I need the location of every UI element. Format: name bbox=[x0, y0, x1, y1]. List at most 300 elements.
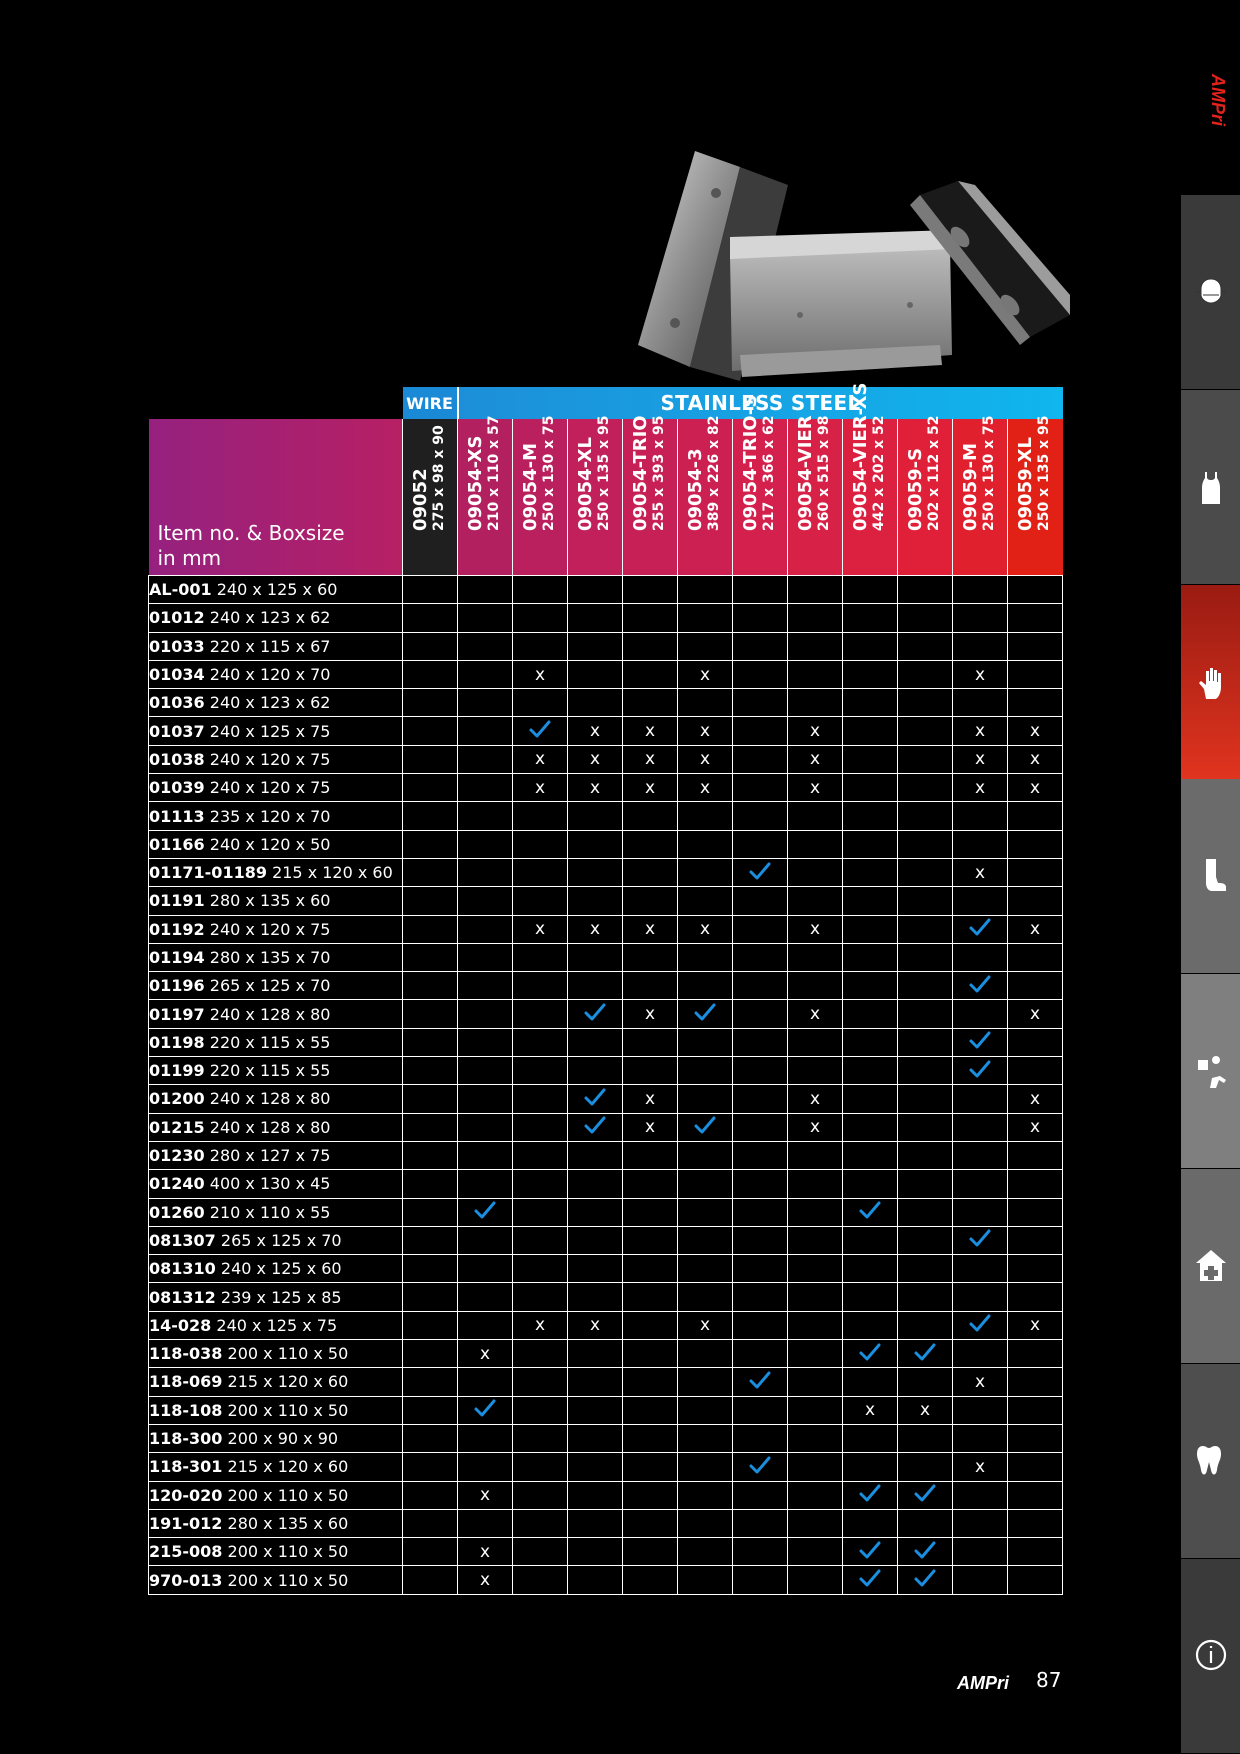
column-header-09054-3 bbox=[678, 415, 733, 576]
column-header-09059-m bbox=[953, 415, 1008, 576]
compat-cell bbox=[458, 576, 513, 604]
item-cell bbox=[149, 1424, 403, 1452]
item-code: 01166 bbox=[149, 834, 205, 854]
column-header-09054-vier-xs bbox=[843, 382, 898, 576]
compat-cell bbox=[1008, 858, 1063, 886]
compat-cell bbox=[1008, 1028, 1063, 1056]
item-code: 118-108 bbox=[149, 1400, 223, 1420]
compat-cell bbox=[678, 1424, 733, 1452]
compat-cell bbox=[403, 745, 458, 773]
compat-cell bbox=[788, 1311, 843, 1339]
compat-cell bbox=[1008, 943, 1063, 971]
compat-cell bbox=[843, 1198, 898, 1226]
item-size: 280 x 135 x 70 bbox=[209, 948, 331, 967]
compat-cell bbox=[898, 1368, 953, 1396]
compat-cell bbox=[513, 1538, 568, 1566]
check-icon bbox=[749, 1456, 771, 1474]
column-size: 217 x 366 x 62 bbox=[761, 415, 777, 531]
item-code: 191-012 bbox=[149, 1513, 223, 1533]
check-icon bbox=[914, 1569, 936, 1587]
compat-cell bbox=[953, 858, 1008, 886]
compat-cell bbox=[953, 745, 1008, 773]
cross-mark: x bbox=[644, 777, 656, 798]
compat-cell bbox=[733, 1453, 788, 1481]
compat-cell bbox=[568, 1198, 623, 1226]
compat-cell bbox=[403, 1566, 458, 1594]
compat-cell bbox=[898, 802, 953, 830]
compat-cell bbox=[788, 943, 843, 971]
compat-cell bbox=[788, 1368, 843, 1396]
item-code: 01039 bbox=[149, 778, 205, 798]
cross-mark: x bbox=[809, 721, 821, 742]
table-row bbox=[149, 858, 1063, 886]
compat-cell bbox=[733, 915, 788, 943]
item-code: 120-020 bbox=[149, 1485, 223, 1505]
compat-cell bbox=[458, 1566, 513, 1594]
compat-cell bbox=[678, 1453, 733, 1481]
item-code: 01012 bbox=[149, 608, 205, 628]
compat-cell bbox=[733, 802, 788, 830]
compat-cell bbox=[953, 915, 1008, 943]
compat-cell bbox=[458, 943, 513, 971]
compat-cell bbox=[788, 1453, 843, 1481]
column-code: 09059-S bbox=[905, 447, 926, 531]
compat-cell bbox=[788, 915, 843, 943]
compat-cell bbox=[788, 1028, 843, 1056]
compat-cell bbox=[733, 887, 788, 915]
tooth-icon bbox=[1194, 1441, 1228, 1481]
table-row bbox=[149, 717, 1063, 745]
item-size: 235 x 120 x 70 bbox=[209, 806, 331, 826]
table-row bbox=[149, 1000, 1063, 1028]
compat-cell bbox=[953, 943, 1008, 971]
item-header-line1: Item no. & Boxsize bbox=[157, 521, 345, 545]
compat-cell bbox=[843, 858, 898, 886]
compat-cell bbox=[568, 1311, 623, 1339]
check-icon bbox=[969, 918, 991, 936]
table-row bbox=[149, 632, 1063, 660]
compat-cell bbox=[788, 745, 843, 773]
cross-mark: x bbox=[919, 1400, 931, 1421]
item-size: 239 x 125 x 85 bbox=[220, 1287, 342, 1307]
compat-cell bbox=[678, 576, 733, 604]
table-row bbox=[149, 745, 1063, 773]
compat-cell bbox=[733, 1085, 788, 1113]
compat-cell bbox=[788, 972, 843, 1000]
compat-cell bbox=[898, 1000, 953, 1028]
item-code: 01171-01189 bbox=[149, 863, 267, 883]
compat-cell bbox=[678, 1509, 733, 1537]
compat-cell bbox=[1008, 1453, 1063, 1481]
side-tab-info[interactable] bbox=[1181, 1559, 1240, 1753]
item-cell bbox=[149, 972, 403, 1000]
compat-cell bbox=[953, 774, 1008, 802]
compat-cell bbox=[458, 1396, 513, 1424]
item-cell bbox=[149, 632, 403, 660]
compat-cell bbox=[678, 1226, 733, 1254]
cross-mark: x bbox=[589, 1315, 601, 1336]
cross-mark: x bbox=[699, 1315, 711, 1336]
compat-cell bbox=[1008, 830, 1063, 858]
compat-cell bbox=[1008, 1424, 1063, 1452]
compat-cell bbox=[568, 943, 623, 971]
check-icon bbox=[914, 1343, 936, 1361]
compat-cell bbox=[733, 1424, 788, 1452]
compat-cell bbox=[733, 1000, 788, 1028]
compat-cell bbox=[568, 1538, 623, 1566]
cross-mark: x bbox=[644, 919, 656, 940]
compat-cell bbox=[733, 1226, 788, 1254]
compat-cell bbox=[843, 1283, 898, 1311]
compat-cell bbox=[953, 1481, 1008, 1509]
side-tab-home-care[interactable] bbox=[1181, 1169, 1240, 1363]
compat-cell bbox=[898, 1424, 953, 1452]
compat-cell bbox=[623, 1057, 678, 1085]
compat-cell bbox=[953, 1396, 1008, 1424]
compat-cell bbox=[898, 943, 953, 971]
item-code: 01192 bbox=[149, 919, 205, 939]
item-cell bbox=[149, 1141, 403, 1169]
compat-cell bbox=[1008, 887, 1063, 915]
compat-cell bbox=[788, 1057, 843, 1085]
item-cell bbox=[149, 689, 403, 717]
compat-cell bbox=[733, 1057, 788, 1085]
compat-cell bbox=[953, 576, 1008, 604]
table-row bbox=[149, 1566, 1063, 1594]
table-row bbox=[149, 972, 1063, 1000]
compat-cell bbox=[623, 1283, 678, 1311]
column-size: 442 x 202 x 52 bbox=[871, 415, 887, 531]
compat-cell bbox=[403, 1424, 458, 1452]
compat-cell bbox=[898, 1113, 953, 1141]
table-row bbox=[149, 1311, 1063, 1339]
compat-cell bbox=[843, 1170, 898, 1198]
compat-cell bbox=[623, 1368, 678, 1396]
compat-cell bbox=[513, 1000, 568, 1028]
cross-mark: x bbox=[534, 749, 546, 770]
compat-cell bbox=[623, 660, 678, 688]
compat-cell bbox=[898, 1198, 953, 1226]
compat-cell bbox=[1008, 632, 1063, 660]
item-cell bbox=[149, 830, 403, 858]
cross-mark: x bbox=[1029, 1117, 1041, 1138]
compat-cell bbox=[403, 1028, 458, 1056]
item-code: 01260 bbox=[149, 1202, 205, 1222]
compat-cell bbox=[623, 887, 678, 915]
item-cell bbox=[149, 1000, 403, 1028]
check-icon bbox=[969, 975, 991, 993]
compat-cell bbox=[458, 1226, 513, 1254]
item-cell bbox=[149, 1509, 403, 1537]
cross-mark: x bbox=[809, 777, 821, 798]
item-size: 200 x 90 x 90 bbox=[227, 1429, 339, 1449]
compat-cell bbox=[788, 1396, 843, 1424]
compat-cell bbox=[403, 887, 458, 915]
table-row bbox=[149, 1170, 1063, 1198]
side-tab-boot[interactable] bbox=[1181, 779, 1240, 973]
cross-mark: x bbox=[699, 919, 711, 940]
compat-cell bbox=[733, 1311, 788, 1339]
item-size: 220 x 115 x 67 bbox=[209, 636, 331, 656]
compat-cell bbox=[843, 1396, 898, 1424]
compat-cell bbox=[843, 1453, 898, 1481]
compat-cell bbox=[458, 1311, 513, 1339]
compat-cell bbox=[1008, 1085, 1063, 1113]
compat-cell bbox=[843, 915, 898, 943]
cross-mark: x bbox=[974, 721, 986, 742]
compat-cell bbox=[898, 774, 953, 802]
compat-cell bbox=[1008, 1000, 1063, 1028]
compat-cell bbox=[843, 632, 898, 660]
table-row bbox=[149, 1340, 1063, 1368]
check-icon bbox=[969, 1031, 991, 1049]
compat-cell bbox=[953, 830, 1008, 858]
item-code: 118-300 bbox=[149, 1429, 223, 1449]
compat-cell bbox=[843, 1538, 898, 1566]
compat-cell bbox=[568, 1000, 623, 1028]
compat-cell bbox=[513, 660, 568, 688]
compat-cell bbox=[953, 1226, 1008, 1254]
compat-cell bbox=[953, 1198, 1008, 1226]
table-row bbox=[149, 1113, 1063, 1141]
compat-cell bbox=[568, 1481, 623, 1509]
compat-cell bbox=[568, 1283, 623, 1311]
item-size: 200 x 110 x 50 bbox=[227, 1344, 349, 1364]
compat-cell bbox=[843, 972, 898, 1000]
table-row bbox=[149, 1198, 1063, 1226]
compat-cell bbox=[458, 660, 513, 688]
cross-mark: x bbox=[1029, 1004, 1041, 1025]
item-code: 01215 bbox=[149, 1117, 205, 1137]
cross-mark: x bbox=[974, 1456, 986, 1477]
compat-cell bbox=[513, 972, 568, 1000]
compat-cell bbox=[513, 717, 568, 745]
check-icon bbox=[749, 862, 771, 880]
column-header-09059-s bbox=[898, 415, 953, 576]
compat-cell bbox=[458, 887, 513, 915]
compat-cell bbox=[403, 1226, 458, 1254]
compat-cell bbox=[843, 576, 898, 604]
compat-cell bbox=[733, 604, 788, 632]
compat-cell bbox=[568, 1255, 623, 1283]
item-code: 081312 bbox=[149, 1287, 216, 1307]
compat-cell bbox=[623, 830, 678, 858]
compat-cell bbox=[898, 1226, 953, 1254]
compat-cell bbox=[788, 1255, 843, 1283]
column-code: 09059-XL bbox=[1015, 437, 1037, 531]
table-row bbox=[149, 1481, 1063, 1509]
cross-mark: x bbox=[479, 1541, 491, 1562]
compat-cell bbox=[678, 689, 733, 717]
compat-cell bbox=[733, 660, 788, 688]
item-cell bbox=[149, 1368, 403, 1396]
compat-cell bbox=[1008, 1340, 1063, 1368]
compat-cell bbox=[403, 858, 458, 886]
compat-cell bbox=[953, 717, 1008, 745]
compat-cell bbox=[678, 1113, 733, 1141]
check-icon bbox=[474, 1399, 496, 1417]
item-cell bbox=[149, 576, 403, 604]
compat-cell bbox=[513, 604, 568, 632]
cross-mark: x bbox=[1029, 777, 1041, 798]
compat-cell bbox=[953, 1000, 1008, 1028]
item-cell bbox=[149, 858, 403, 886]
compat-cell bbox=[843, 1311, 898, 1339]
compat-cell bbox=[403, 1085, 458, 1113]
cross-mark: x bbox=[1029, 1315, 1041, 1336]
compat-cell bbox=[843, 1028, 898, 1056]
compat-cell bbox=[623, 1085, 678, 1113]
column-header-09054-m bbox=[513, 415, 568, 576]
check-icon bbox=[969, 1229, 991, 1247]
table-row bbox=[149, 830, 1063, 858]
item-code: 118-301 bbox=[149, 1457, 223, 1477]
compat-cell bbox=[733, 943, 788, 971]
item-cell bbox=[149, 660, 403, 688]
table-row bbox=[149, 1226, 1063, 1254]
cross-mark: x bbox=[809, 919, 821, 940]
item-size: 240 x 128 x 80 bbox=[209, 1004, 331, 1024]
compat-cell bbox=[788, 717, 843, 745]
compat-cell bbox=[788, 689, 843, 717]
column-size: 255 x 393 x 95 bbox=[651, 415, 667, 531]
column-size: 202 x 112 x 52 bbox=[926, 415, 942, 531]
compat-cell bbox=[568, 1453, 623, 1481]
item-code: 118-038 bbox=[149, 1344, 223, 1364]
compat-cell bbox=[568, 858, 623, 886]
compat-cell bbox=[953, 1255, 1008, 1283]
compat-cell bbox=[568, 1368, 623, 1396]
compat-cell bbox=[843, 1509, 898, 1537]
compat-cell bbox=[403, 604, 458, 632]
compat-cell bbox=[843, 1141, 898, 1169]
compat-cell bbox=[788, 1424, 843, 1452]
compat-cell bbox=[623, 1481, 678, 1509]
compat-cell bbox=[623, 774, 678, 802]
item-header-line2: in mm bbox=[157, 546, 222, 570]
compat-cell bbox=[623, 1311, 678, 1339]
compat-cell bbox=[623, 1113, 678, 1141]
compat-cell bbox=[403, 1113, 458, 1141]
side-tab-face-mask[interactable] bbox=[1181, 195, 1240, 389]
compat-cell bbox=[1008, 1509, 1063, 1537]
compat-cell bbox=[788, 1198, 843, 1226]
compat-cell bbox=[568, 604, 623, 632]
side-tab-patient-chair[interactable] bbox=[1181, 974, 1240, 1168]
compat-cell bbox=[843, 774, 898, 802]
side-tab-apron[interactable] bbox=[1181, 390, 1240, 584]
item-size: 240 x 125 x 60 bbox=[216, 580, 338, 600]
compat-cell bbox=[403, 1453, 458, 1481]
compat-cell bbox=[678, 1170, 733, 1198]
compat-cell bbox=[513, 1255, 568, 1283]
compat-cell bbox=[513, 1028, 568, 1056]
item-code: 01036 bbox=[149, 693, 205, 713]
check-icon bbox=[859, 1201, 881, 1219]
compat-cell bbox=[733, 972, 788, 1000]
compat-cell bbox=[568, 576, 623, 604]
compat-cell bbox=[623, 1424, 678, 1452]
check-icon bbox=[914, 1484, 936, 1502]
compat-cell bbox=[678, 604, 733, 632]
compat-cell bbox=[843, 717, 898, 745]
compat-cell bbox=[733, 745, 788, 773]
compat-cell bbox=[513, 887, 568, 915]
item-size: 240 x 123 x 62 bbox=[209, 693, 331, 713]
column-header-09054-trio-s bbox=[733, 394, 788, 576]
compat-cell bbox=[843, 1057, 898, 1085]
compat-cell bbox=[898, 1255, 953, 1283]
table-row bbox=[149, 1028, 1063, 1056]
compat-cell bbox=[678, 1028, 733, 1056]
compat-cell bbox=[1008, 1113, 1063, 1141]
compat-cell bbox=[678, 972, 733, 1000]
compat-cell bbox=[678, 1340, 733, 1368]
compat-cell bbox=[458, 1000, 513, 1028]
group-stainless-steel-header: STAINLESS STEEL bbox=[458, 387, 1063, 419]
table-row bbox=[149, 689, 1063, 717]
compat-cell bbox=[623, 689, 678, 717]
compat-cell bbox=[788, 632, 843, 660]
column-code: 09054-M bbox=[520, 442, 541, 531]
item-cell bbox=[149, 1255, 403, 1283]
compat-cell bbox=[678, 1141, 733, 1169]
item-code: 01240 bbox=[149, 1174, 205, 1194]
compat-cell bbox=[953, 1340, 1008, 1368]
compat-cell bbox=[788, 858, 843, 886]
compat-cell bbox=[678, 887, 733, 915]
item-cell bbox=[149, 1198, 403, 1226]
item-code: 01113 bbox=[149, 806, 205, 826]
side-tab-glove[interactable] bbox=[1181, 585, 1240, 779]
compat-cell bbox=[898, 830, 953, 858]
compat-cell bbox=[568, 1396, 623, 1424]
compat-cell bbox=[513, 632, 568, 660]
compat-cell bbox=[678, 1198, 733, 1226]
compat-cell bbox=[1008, 972, 1063, 1000]
compat-cell bbox=[733, 1141, 788, 1169]
side-tab-tooth[interactable] bbox=[1181, 1364, 1240, 1558]
compat-cell bbox=[733, 1170, 788, 1198]
compat-cell bbox=[678, 660, 733, 688]
compat-cell bbox=[898, 1141, 953, 1169]
compat-cell bbox=[678, 1085, 733, 1113]
item-size: 265 x 125 x 70 bbox=[220, 1230, 342, 1250]
column-size: 260 x 515 x 98 bbox=[816, 415, 832, 531]
check-icon bbox=[859, 1343, 881, 1361]
cross-mark: x bbox=[479, 1343, 491, 1364]
compat-cell bbox=[403, 1396, 458, 1424]
item-code: 01200 bbox=[149, 1089, 205, 1109]
compat-cell bbox=[623, 1538, 678, 1566]
cross-mark: x bbox=[1029, 1088, 1041, 1109]
compat-cell bbox=[1008, 1283, 1063, 1311]
compat-cell bbox=[458, 1340, 513, 1368]
compat-cell bbox=[843, 660, 898, 688]
column-header-09059-xl bbox=[1008, 415, 1063, 576]
item-cell bbox=[149, 1057, 403, 1085]
compat-cell bbox=[898, 887, 953, 915]
compat-cell bbox=[733, 576, 788, 604]
compat-cell bbox=[623, 1509, 678, 1537]
compat-cell bbox=[513, 915, 568, 943]
compat-cell bbox=[788, 604, 843, 632]
compat-cell bbox=[953, 1141, 1008, 1169]
compat-cell bbox=[953, 660, 1008, 688]
compat-cell bbox=[788, 1509, 843, 1537]
compat-cell bbox=[568, 1113, 623, 1141]
compat-cell bbox=[403, 1538, 458, 1566]
